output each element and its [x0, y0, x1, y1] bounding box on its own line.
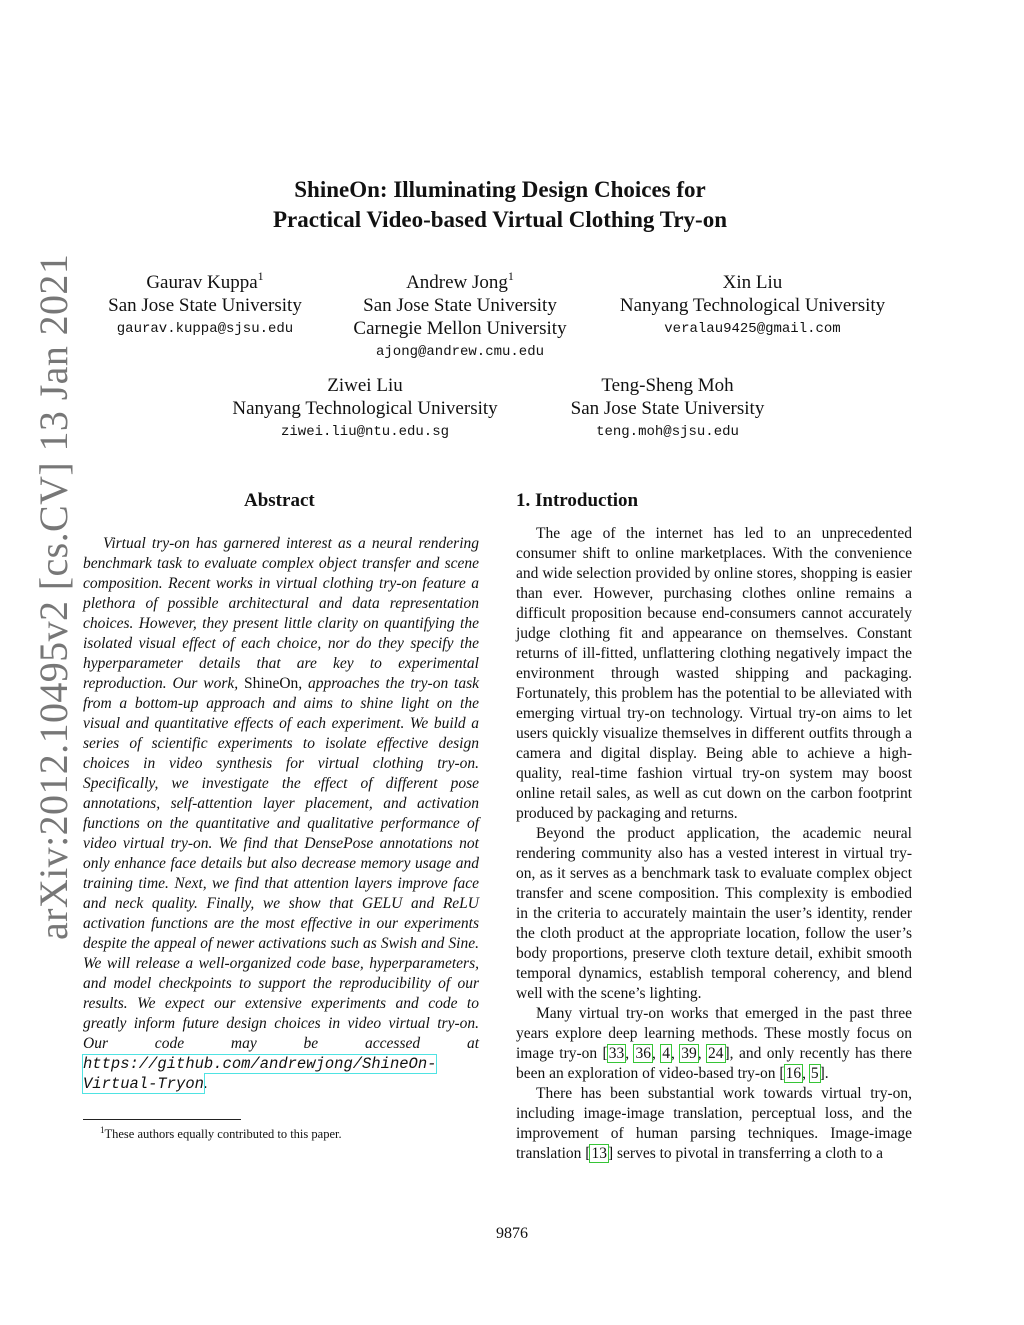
author-affiliation: Nanyang Technological University [619, 295, 886, 316]
author-block [210, 374, 520, 444]
author-affiliation: San Jose State University [108, 295, 302, 316]
author-block [555, 374, 780, 444]
footnote-divider [83, 1119, 241, 1120]
author-affiliation: Carnegie Mellon University [353, 318, 567, 339]
title-line-2: Practical Video-based Virtual Clothing Try-on [272, 207, 728, 232]
author-block [80, 271, 330, 341]
paper-title [0, 175, 1024, 235]
introduction-body [516, 524, 912, 1164]
citation-link[interactable]: 39 [681, 1045, 697, 1062]
author-email: ajong@andrew.cmu.edu [375, 344, 545, 360]
intro-paragraph-3: Many virtual try-on works that emerged in the past three years explore deep learning methods. These mostly focus on image try-on [33, 36, 4, 39, 24], and only recently has there been an exploration of video-based try-on [16, 5]. [516, 1005, 912, 1082]
author-name: Andrew Jong$^1$ [406, 269, 514, 293]
author-name: Xin Liu [722, 272, 783, 293]
author-name: Ziwei Liu [327, 375, 403, 396]
author-name: Gaurav Kuppa$^1$ [146, 269, 264, 293]
citation-link[interactable]: 13 [591, 1145, 607, 1162]
author-block [600, 271, 905, 341]
citation-link[interactable]: 16 [785, 1065, 802, 1082]
author-block [335, 271, 585, 364]
intro-paragraph-1: The age of the internet has led to an unprecedented consumer shift to online marketplaces. With the convenience and wide selection provided by online stores, shopping is easier than ever. However, purchasing clothes online remains a difficult proposition because end-consumers cannot accurately judge clothing fit and appearance on themselves. Constant returns of ill-fitted, unflattering clothing negatively impact the environment through wasted shipping and packaging. Fortunately, this problem has the potential to be alleviated with emerging virtual try-on technology. Virtual try-on aims to let users quickly visualize themselves in different outfits through a camera and digital display. Being able to achieve a high-quality, real-time fashion virtual try-on system may boost online retail sales, as well as cut down on the carbon footprint produced by packaging and returns. [516, 525, 912, 822]
citation-link[interactable]: 33 [608, 1045, 625, 1062]
intro-paragraph-4: There has been substantial work towards virtual try-on, including image-image translation, perceptual loss, and the improvement of human parsing techniques. Image-image translation [13] serves to pivotal in transferring a cloth to a [516, 1085, 912, 1162]
author-email: teng.moh@sjsu.edu [596, 424, 739, 440]
code-repository-link[interactable]: https://github.com/andrewjong/ShineOn-Virtual-Tryon [83, 1055, 437, 1093]
author-affiliation: San Jose State University [570, 398, 765, 419]
citation-link[interactable]: 36 [635, 1045, 651, 1062]
author-affiliation: San Jose State University [363, 295, 557, 316]
citation-link[interactable]: 24 [708, 1045, 724, 1062]
arxiv-identifier: arXiv:2012.10495v2 [cs.CV] 13 Jan 2021 [31, 253, 76, 940]
page-number: 9876 [496, 1225, 528, 1242]
introduction-heading: 1. Introduction [516, 490, 639, 511]
title-line-1: ShineOn: Illuminating Design Choices for [294, 177, 706, 202]
intro-paragraph-2: Beyond the product application, the academic neural rendering community also has a vested interest in virtual try-on, as it serves as a benchmark task to evaluate complex object transfer and scene composition. This complexity is embodied in the criteria to accurately maintain the user’s identity, render the cloth product at the appropriate location, follow the user’s body proportions, preserve cloth texture detail, exhibit smooth temporal dynamics, establish temporal coherency, and blend well with the scene’s lighting. [516, 825, 912, 1002]
citation-link[interactable]: 5 [810, 1065, 819, 1082]
author-affiliation: Nanyang Technological University [232, 398, 498, 419]
abstract-body [83, 534, 479, 1094]
author-email: veralau9425@gmail.com [664, 321, 841, 337]
citation-link[interactable]: 4 [662, 1045, 670, 1062]
abstract-heading: Abstract [244, 490, 315, 511]
abstract-paragraph: Virtual try-on has garnered interest as a neural rendering benchmark task to evaluate complex object transfer and scene composition. Recent works in virtual clothing try-on feature a plethora of possible architectural and data representation choices. However, they present little clarity on quantifying the isolated visual effect of each choice, nor do they specify the hyperparameter details that are key to experimental reproduction. Our work, ShineOn, approaches the try-on task from a bottom-up approach and aims to shine light on the visual and quantitative effects of each experiment. We build a series of scientific experiments to isolate effective design choices in video synthesis for virtual clothing try-on. Specifically, we investigate the effect of different pose annotations, self-attention layer placement, and activation functions on the quantitative and qualitative performance of video virtual try-on. We find that DensePose annotations not only enhance face details but also decrease memory usage and training time. Next, we find that attention layers improve face and neck quality. Finally, we show that GELU and ReLU activation functions are the most effective in our experiments despite the appeal of newer activations such as Swish and Sine. We will release a well-organized code base, hyperparameters, and model checkpoints to support the reproducibility of our results. We expect our extensive experiments and code to greatly inform future design choices in video virtual try-on. Our code may be accessed at https://github.com/andrewjong/ShineOn-Virtual-Tryon. [83, 535, 479, 1093]
author-name: Teng-Sheng Moh [601, 375, 734, 396]
footnote: $^1$These authors equally contributed to this paper. [100, 1125, 342, 1142]
author-email: ziwei.liu@ntu.edu.sg [280, 424, 450, 440]
author-email: gaurav.kuppa@sjsu.edu [116, 321, 294, 337]
